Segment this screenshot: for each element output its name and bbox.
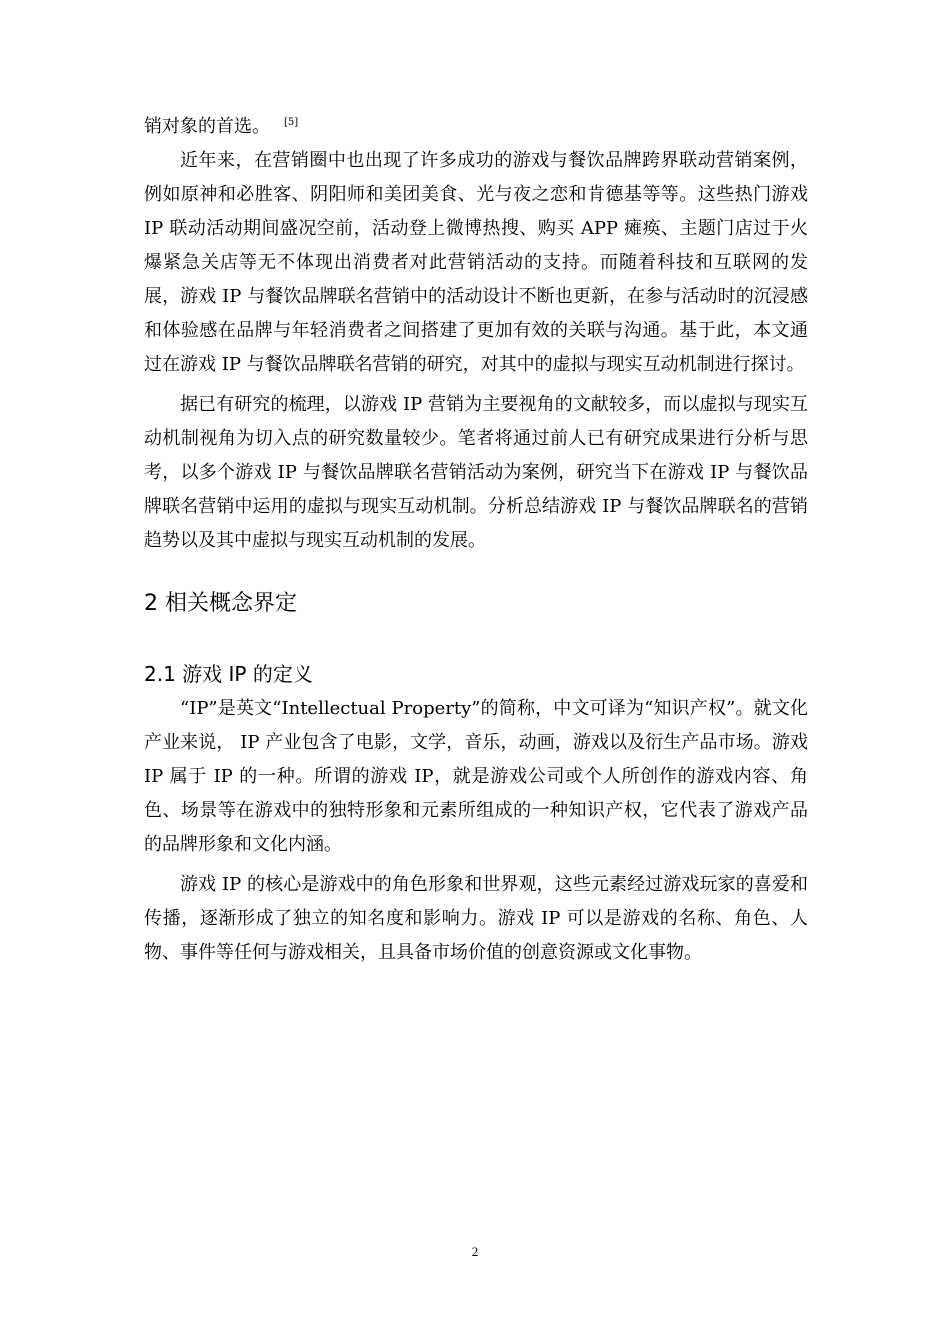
paragraph-ip-definition: “IP”是英文“Intellectual Property”的简称，中文可译为“知识产权”。就文化产业来说， IP 产业包含了电影，文学，音乐，动画，游戏以及衍生产品市场。游戏 IP 属于 IP 的一种。所谓的游戏 IP，就是游戏公司或个人所创作的游戏内容、角色、场景等在游戏中的独特形象和元素所组成的一种知识产权，它代表了游戏产品的品牌形象和文化内涵。 bbox=[144, 698, 808, 855]
section-heading: 2.1 游戏 IP 的定义 bbox=[144, 662, 313, 686]
citation-marker: [5] bbox=[284, 117, 299, 128]
page-content bbox=[144, 106, 808, 970]
paragraph-research-review: 据已有研究的梳理，以游戏 IP 营销为主要视角的文献较多，而以虚拟与现实互动机制视角为切入点的研究数量较少。笔者将通过前人已有研究成果进行分析与思考，以多个游戏 IP 与餐饮品牌联名营销活动为案例，研究当下在游戏 IP 与餐饮品牌联名营销中运用的虚拟与现实互动机制。分析总结游戏 IP 与餐饮品牌联名的营销趋势以及其中虚拟与现实互动机制的发展。 bbox=[144, 394, 808, 551]
paragraph-continuation-text: 销对象的首选。 bbox=[144, 116, 270, 137]
paragraph-continuation bbox=[144, 106, 808, 144]
paragraph-case-examples: 近年来，在营销圈中也出现了许多成功的游戏与餐饮品牌跨界联动营销案例，例如原神和必胜客、阴阳师和美团美食、光与夜之恋和肯德基等等。这些热门游戏 IP 联动活动期间盛况空前，活动登上微博热搜、购买 APP 瘫痪、主题门店过于火爆紧急关店等无不体现出消费者对此营销活动的支持。而随着科技和互联网的发展，游戏 IP 与餐饮品牌联名营销中的活动设计不断也更新，在参与活动时的沉浸感和体验感在品牌与年轻消费者之间搭建了更加有效的关联与沟通。基于此，本文通过在游戏 IP 与餐饮品牌联名营销的研究，对其中的虚拟与现实互动机制进行探讨。 bbox=[144, 150, 808, 375]
paragraph-ip-core: 游戏 IP 的核心是游戏中的角色形象和世界观，这些元素经过游戏玩家的喜爱和传播，逐渐形成了独立的知名度和影响力。游戏 IP 可以是游戏的名称、角色、人物、事件等任何与游戏相关，且具备市场价值的创意资源或文化事物。 bbox=[144, 874, 808, 963]
page-number: 2 bbox=[471, 1244, 479, 1259]
chapter-heading: 2 相关概念界定 bbox=[144, 591, 297, 616]
